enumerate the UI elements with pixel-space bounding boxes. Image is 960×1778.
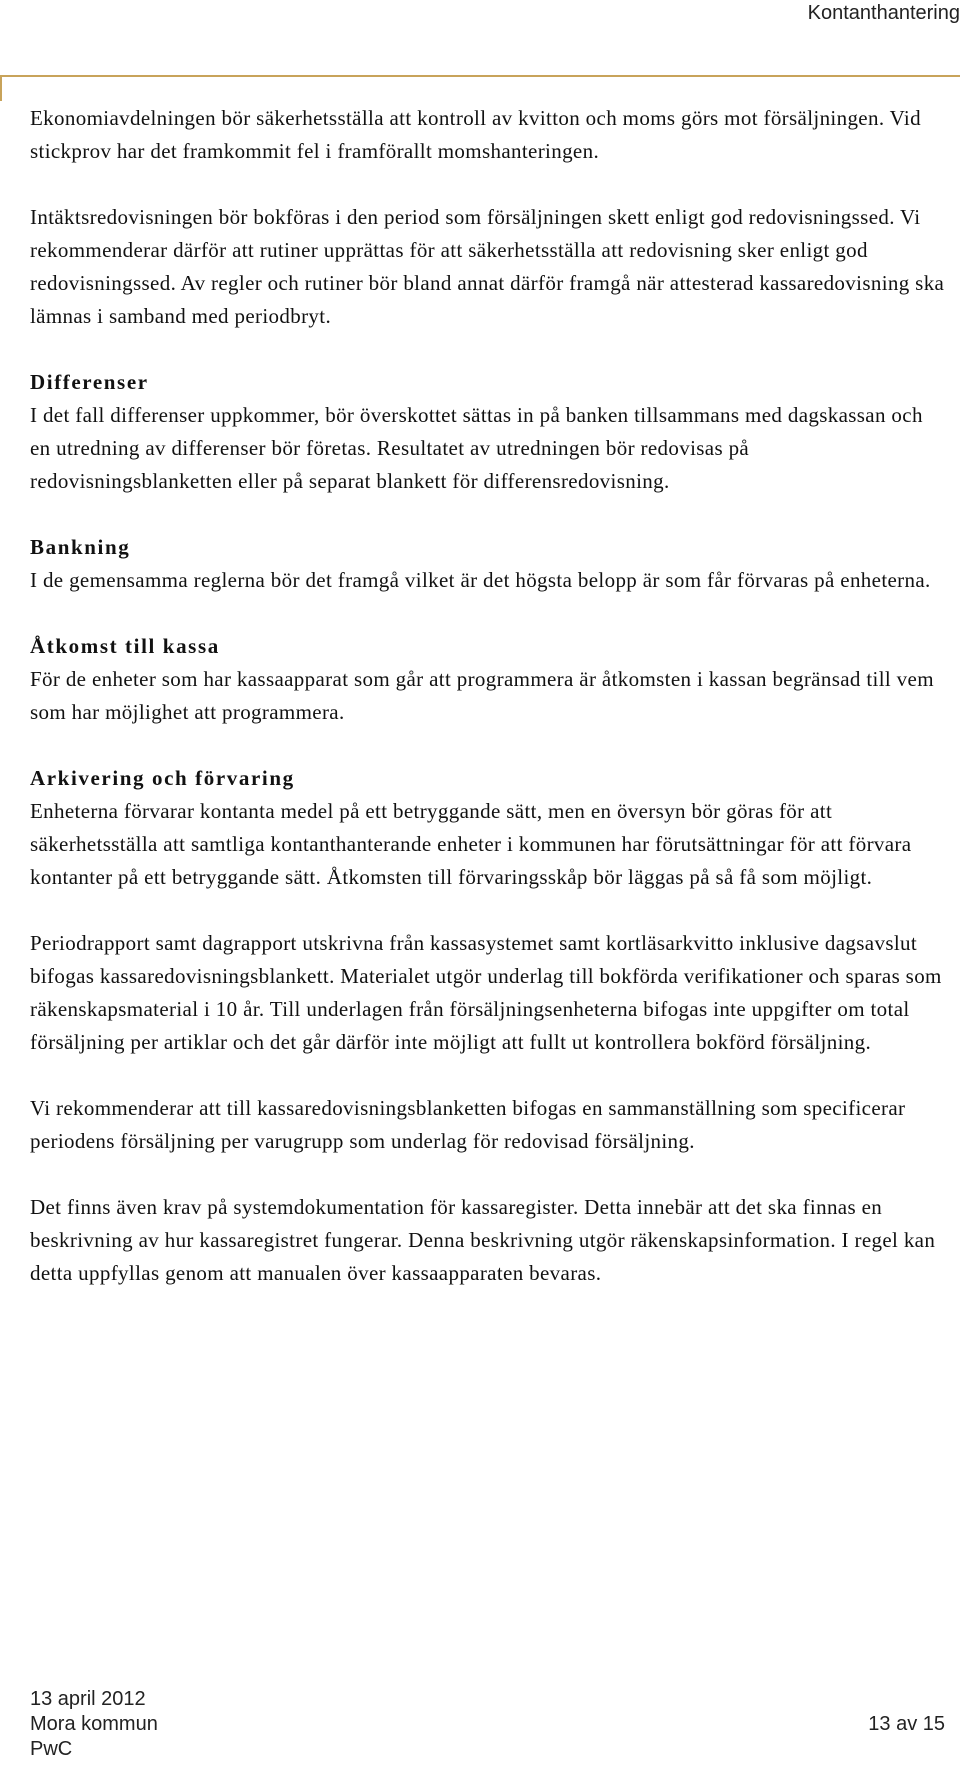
section-heading: Differenser: [30, 370, 149, 394]
section-text: I de gemensamma reglerna bör det framgå vilket är det högsta belopp är som får förvaras på enheterna.: [30, 568, 931, 592]
section-arkivering: [30, 762, 945, 1290]
section-heading: Arkivering och förvaring: [30, 766, 295, 790]
page-footer: [30, 1687, 945, 1762]
footer-organization: Mora kommun: [30, 1713, 158, 1735]
document-body: [30, 102, 945, 1323]
section-text: Periodrapport samt dagrapport utskrivna från kassasystemet samt kortläsarkvitto inklusive dagsavslut bifogas kassaredovisningsblankett. Materialet utgör underlag till bokförda verifikationer och sparas som räkenskapsmaterial i 10 år. Till underlagen från försäljningsenheterna bifogas inte uppgifter om total försäljning per artiklar och det går därför inte möjligt att fullt ut kontrollera bokförd försäljning.: [30, 931, 942, 1054]
section-atkomst: [30, 630, 945, 729]
paragraph-intaktsredovisning: Intäktsredovisningen bör bokföras i den period som försäljningen skett enligt god redovisningssed. Vi rekommenderar därför att rutiner upprättas för att säkerhetsställa att redovisning sker enligt god redovisningssed. Av regler och rutiner bör bland annat därför framgå när attesterad kassaredovisning ska lämnas i samband med periodbryt.: [30, 205, 945, 328]
header-corner-mark: [0, 75, 2, 101]
section-bankning: [30, 531, 945, 597]
section-text: Enheterna förvarar kontanta medel på ett betryggande sätt, men en översyn bör göras för att säkerhetsställa att samtliga kontanthanterande enheter i kommunen har förutsättningar för att förvara kontanter på ett betryggande sätt. Åtkomsten till förvaringsskåp bör läggas på så få som möjligt.: [30, 799, 912, 889]
section-text: Det finns även krav på systemdokumentation för kassaregister. Detta innebär att det ska finnas en beskrivning av hur kassaregistret fungerar. Denna beskrivning utgör räkenskapsinformation. I regel kan detta uppfyllas genom att manualen över kassaapparaten bevaras.: [30, 1195, 936, 1285]
footer-company: PwC: [30, 1738, 73, 1760]
header-rule: [0, 75, 960, 77]
page-number: 13 av 15: [868, 1713, 945, 1735]
section-text: För de enheter som har kassaapparat som går att programmera är åtkomsten i kassan begränsad till vem som har möjlighet att programmera.: [30, 667, 934, 724]
section-heading: Åtkomst till kassa: [30, 634, 220, 658]
footer-row: [30, 1712, 945, 1737]
footer-date: 13 april 2012: [30, 1688, 146, 1710]
header-title: Kontanthantering: [807, 2, 960, 24]
section-text: I det fall differenser uppkommer, bör överskottet sättas in på banken tillsammans med dagskassan och en utredning av differenser bör företas. Resultatet av utredningen bör redovisas på redovisningsblanketten eller på separat blankett för differensredovisning.: [30, 403, 923, 493]
paragraph-moms: Ekonomiavdelningen bör säkerhetsställa att kontroll av kvitton och moms görs mot försäljningen. Vid stickprov har det framkommit fel i framförallt momshanteringen.: [30, 106, 921, 163]
section-heading: Bankning: [30, 535, 131, 559]
section-text: Vi rekommenderar att till kassaredovisningsblanketten bifogas en sammanställning som specificerar periodens försäljning per varugrupp som underlag för redovisad försäljning.: [30, 1096, 906, 1153]
section-differenser: [30, 366, 945, 498]
